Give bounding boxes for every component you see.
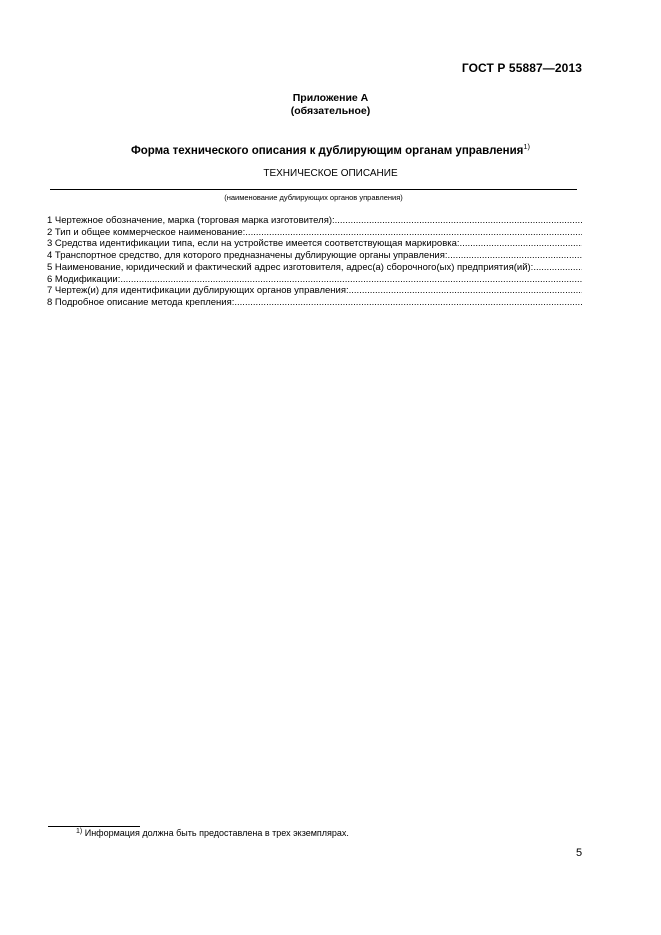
- annex-title: Приложение А: [292, 92, 369, 104]
- list-item: [47, 262, 582, 274]
- form-heading: ТЕХНИЧЕСКОЕ ОПИСАНИЕ: [263, 168, 398, 179]
- item-label: 7 Чертеж(и) для идентификации дублирующих органов управления:: [47, 285, 349, 297]
- item-label: 5 Наименование, юридический и фактический адрес изготовителя, адрес(а) сборочного(ых) предприятия(ий):: [47, 261, 534, 273]
- annex-status: (обязательное): [290, 105, 371, 117]
- footnote-separator: [48, 826, 140, 827]
- item-label: 3 Средства идентификации типа, если на устройстве имеется соответствующая маркировка:: [47, 238, 460, 250]
- footnote-mark: 1): [76, 828, 83, 835]
- fill-in-line: [50, 189, 577, 190]
- item-label: 8 Подробное описание метода крепления:: [47, 296, 235, 308]
- footnote-text: Информация должна быть предоставлена в трех экземплярах.: [82, 828, 349, 838]
- item-label: 4 Транспортное средство, для которого предназначены дублирующие органы управления:: [47, 250, 448, 262]
- form-title: [0, 142, 661, 157]
- dot-leader: [533, 262, 582, 274]
- dot-leader: [460, 238, 582, 250]
- page-number: 5: [576, 847, 583, 859]
- dot-leader: [335, 215, 582, 227]
- form-items-list: [47, 215, 582, 309]
- list-item: [47, 250, 582, 262]
- fill-in-line-caption: (наименование дублирующих органов управления): [224, 193, 403, 202]
- footnote: [76, 828, 349, 838]
- item-label: 6 Модификации:: [47, 273, 121, 285]
- annex-heading: [0, 92, 661, 118]
- dot-leader: [120, 274, 582, 286]
- list-item: [47, 227, 582, 239]
- list-item: [47, 285, 582, 297]
- footnote-reference: 1): [523, 142, 531, 151]
- dot-leader: [448, 250, 582, 262]
- item-label: 1 Чертежное обозначение, марка (торговая марка изготовителя):: [47, 215, 335, 226]
- list-item: [47, 238, 582, 250]
- list-item: [47, 215, 582, 227]
- list-item: [47, 274, 582, 286]
- list-item: [47, 297, 582, 309]
- dot-leader: [234, 297, 582, 309]
- dot-leader: [349, 285, 582, 297]
- item-label: 2 Тип и общее коммерческое наименование:: [47, 226, 246, 238]
- document-code: ГОСТ Р 55887—2013: [461, 61, 582, 75]
- form-title-text: Форма технического описания к дублирующим органам управления: [130, 145, 524, 157]
- dot-leader: [245, 227, 582, 239]
